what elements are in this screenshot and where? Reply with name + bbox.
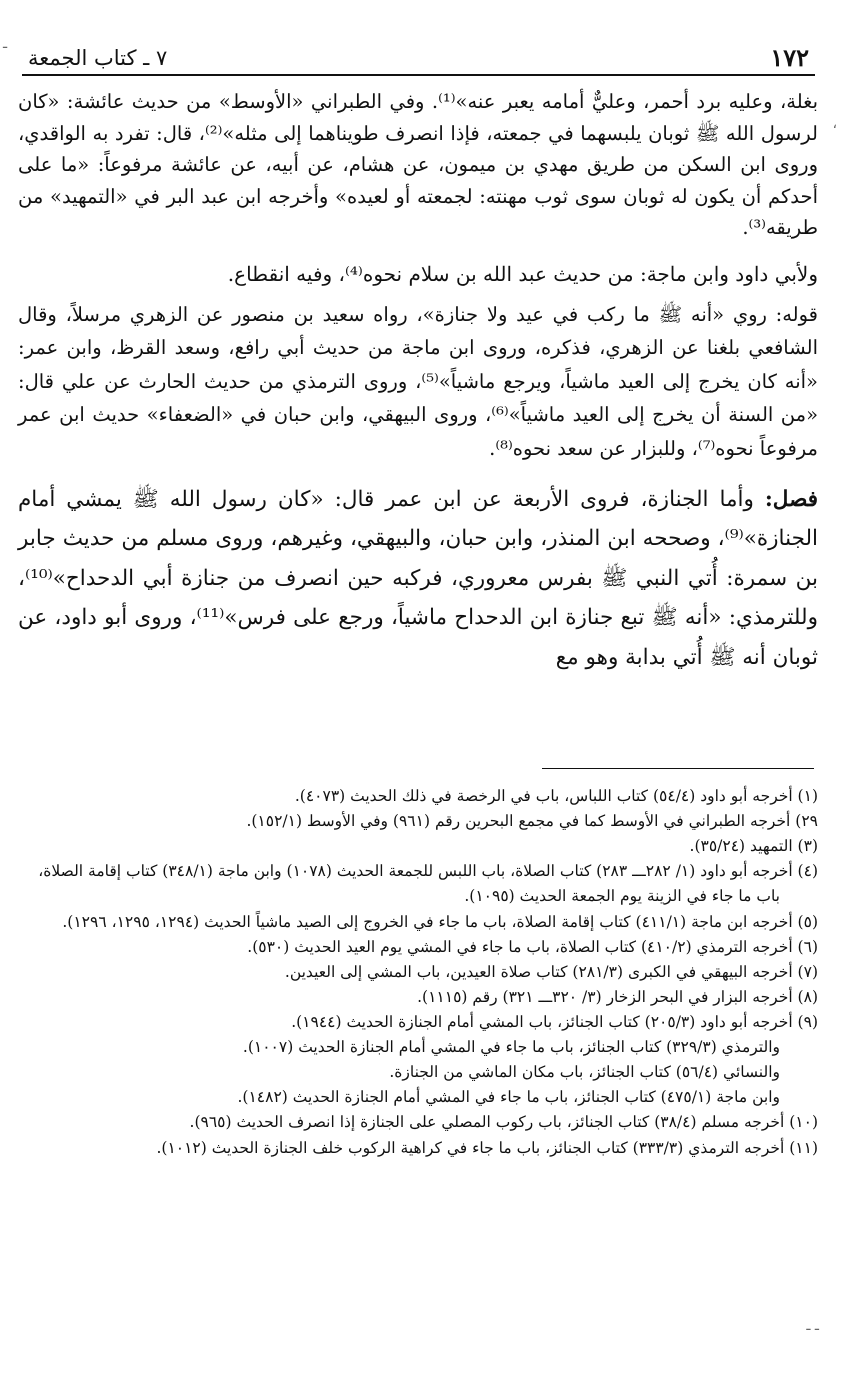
paragraph-3: قوله: روي «أنه ﷺ ما ركب في عيد ولا جنازة»، رواه سعيد بن منصور عن الزهري مرسلاً، وقال الشافعي بلغنا عن الزهري، فذكره، وروى ابن ماجة من حديث أبي رافع، وسعد القرظ، وابن عمر: «أنه كان يخرج إلى العيد ماشياً، ويرجع ماشياً»⁽⁵⁾، وروى الترمذي من حديث الحارث عن علي قال: «من السنة أن يخرج إلى العيد ماشياً»⁽⁶⁾، وروى البيهقي، وابن حبان في «الضعفاء» حديث ابن عمر مرفوعاً نحوه⁽⁷⁾، وللبزار عن سعد نحوه⁽⁸⁾. (18, 302, 819, 461)
footnote-9: (٩) أخرجه أبو داود (٢٠٥/٣) كتاب الجنائز، باب المشي أمام الجنازة الحديث (١٩٤٤). (291, 1012, 818, 1031)
section-lead: فصل: (764, 486, 818, 512)
scan-mark: ـ ـ (806, 1318, 819, 1334)
footnote-separator (542, 768, 814, 769)
scan-mark: ـ (3, 36, 8, 52)
footnote-3: (٣) التمهيد (٣٥/٢٤). (689, 837, 818, 856)
footnote-6: (٦) أخرجه الترمذي (٤١٠/٢) كتاب الصلاة، باب ما جاء في المشي يوم العيد الحديث (٥٣٠). (247, 937, 818, 956)
footnote-5: (٥) أخرجه ابن ماجة (٤١١/١) كتاب إقامة الصلاة، باب ما جاء في الخروج إلى الصيد ماشياً الحديث (١٢٩٤، ١٢٩٥، ١٢٩٦). (62, 912, 818, 931)
footnote-9-tirmidhi: والترمذي (٣٢٩/٣) كتاب الجنائز، باب ما جاء في المشي أمام الجنازة الحديث (١٠٠٧). (242, 1038, 780, 1057)
footnote-1: (١) أخرجه أبو داود (٥٤/٤) كتاب اللباس، باب في الرخصة في ذلك الحديث (٤٠٧٣). (294, 787, 818, 805)
paragraph-4-text: وأما الجنازة، فروى الأربعة عن ابن عمر قال: «كان رسول الله ﷺ يمشي أمام الجنازة»⁽⁹⁾، وصححه ابن المنذر، وابن حبان، والبيهقي، وغيرهم، وروى مسلم من حديث جابر بن سمرة: أُتي النبي ﷺ بفرس معروري، فركبه حين انصرف من جنازة أبي الدحداح»⁽¹⁰⁾، وللترمذي: «أنه ﷺ تبع جنازة ابن الدحداح ماشياً، ورجع على فرس»⁽¹¹⁾، وروى أبو داود، عن ثوبان أنه ﷺ أُتي بدابة وهو مع (18, 486, 818, 670)
footnote-8: (٨) أخرجه البزار في البحر الزخار (٣/ ٣٢٠ـــ ٣٢١) رقم (١١١٥). (417, 987, 818, 1006)
footnote-7: (٧) أخرجه البيهقي في الكبرى (٢٨١/٣) كتاب صلاة العيدين، باب المشي إلى العيدين. (284, 962, 818, 981)
footnote-11: (١١) أخرجه الترمذي (٣٣٣/٣) كتاب الجنائز، باب ما جاء في كراهية الركوب خلف الجنازة الحديث (١٠١٢). (156, 1138, 818, 1157)
page-number: ١٧٢ (770, 43, 809, 72)
running-title: ٧ ـ كتاب الجمعة (28, 46, 168, 70)
paragraph-4 (18, 480, 818, 678)
page-header (22, 34, 815, 76)
footnote-4: (٤) أخرجه أبو داود (١/ ٢٨٢ـــ ٢٨٣) كتاب الصلاة، باب اللبس للجمعة الحديث (١٠٧٨) وابن ماجة (٣٤٨/١) كتاب إقامة الصلاة، باب ما جاء في الزينة يوم الجمعة الحديث (١٠٩٥). (38, 862, 818, 906)
footnote-9-nasai: والنسائي (٥٦/٤) كتاب الجنائز، باب مكان الماشي من الجنازة. (389, 1063, 780, 1082)
paragraph-1: بغلة، وعليه برد أحمر، وعليٌّ أمامه يعبر عنه»⁽¹⁾. وفي الطبراني «الأوسط» من حديث عائشة: «كان لرسول الله ﷺ ثوبان يلبسهما في جمعته، فإذا انصرف طويناهما إلى مثله»⁽²⁾، قال: تفرد به الواقدي، وروى ابن السكن من طريق مهدي بن ميمون، عن هشام، عن أبيه، عن عائشة مرفوعاً: «ما على أحدكم أن يكون له ثوبان سوى ثوب مهنته: لجمعته أو لعيده» وأخرجه ابن عبد البر في «التمهيد» من طريقه⁽³⁾. (18, 90, 818, 240)
footnote-10: (١٠) أخرجه مسلم (٣٨/٤) كتاب الجنائز، باب ركوب المصلي على الجنازة إذا انصرف الحديث (٩٦٥). (189, 1113, 818, 1132)
scan-mark: ، (832, 116, 837, 132)
main-text (18, 86, 818, 691)
paragraph-2: ولأبي داود وابن ماجة: من حديث عبد الله بن سلام نحوه⁽⁴⁾، وفيه انقطاع. (227, 261, 818, 286)
footnotes (18, 784, 818, 1161)
footnote-2: ٢٩) أخرجه الطبراني في الأوسط كما في مجمع البحرين رقم (٩٦١) وفي الأوسط (١٥٢/١). (246, 812, 818, 831)
footnote-9-ibn-majah: وابن ماجة (٤٧٥/١) كتاب الجنائز، باب ما جاء في المشي أمام الجنازة الحديث (١٤٨٢). (237, 1088, 780, 1107)
